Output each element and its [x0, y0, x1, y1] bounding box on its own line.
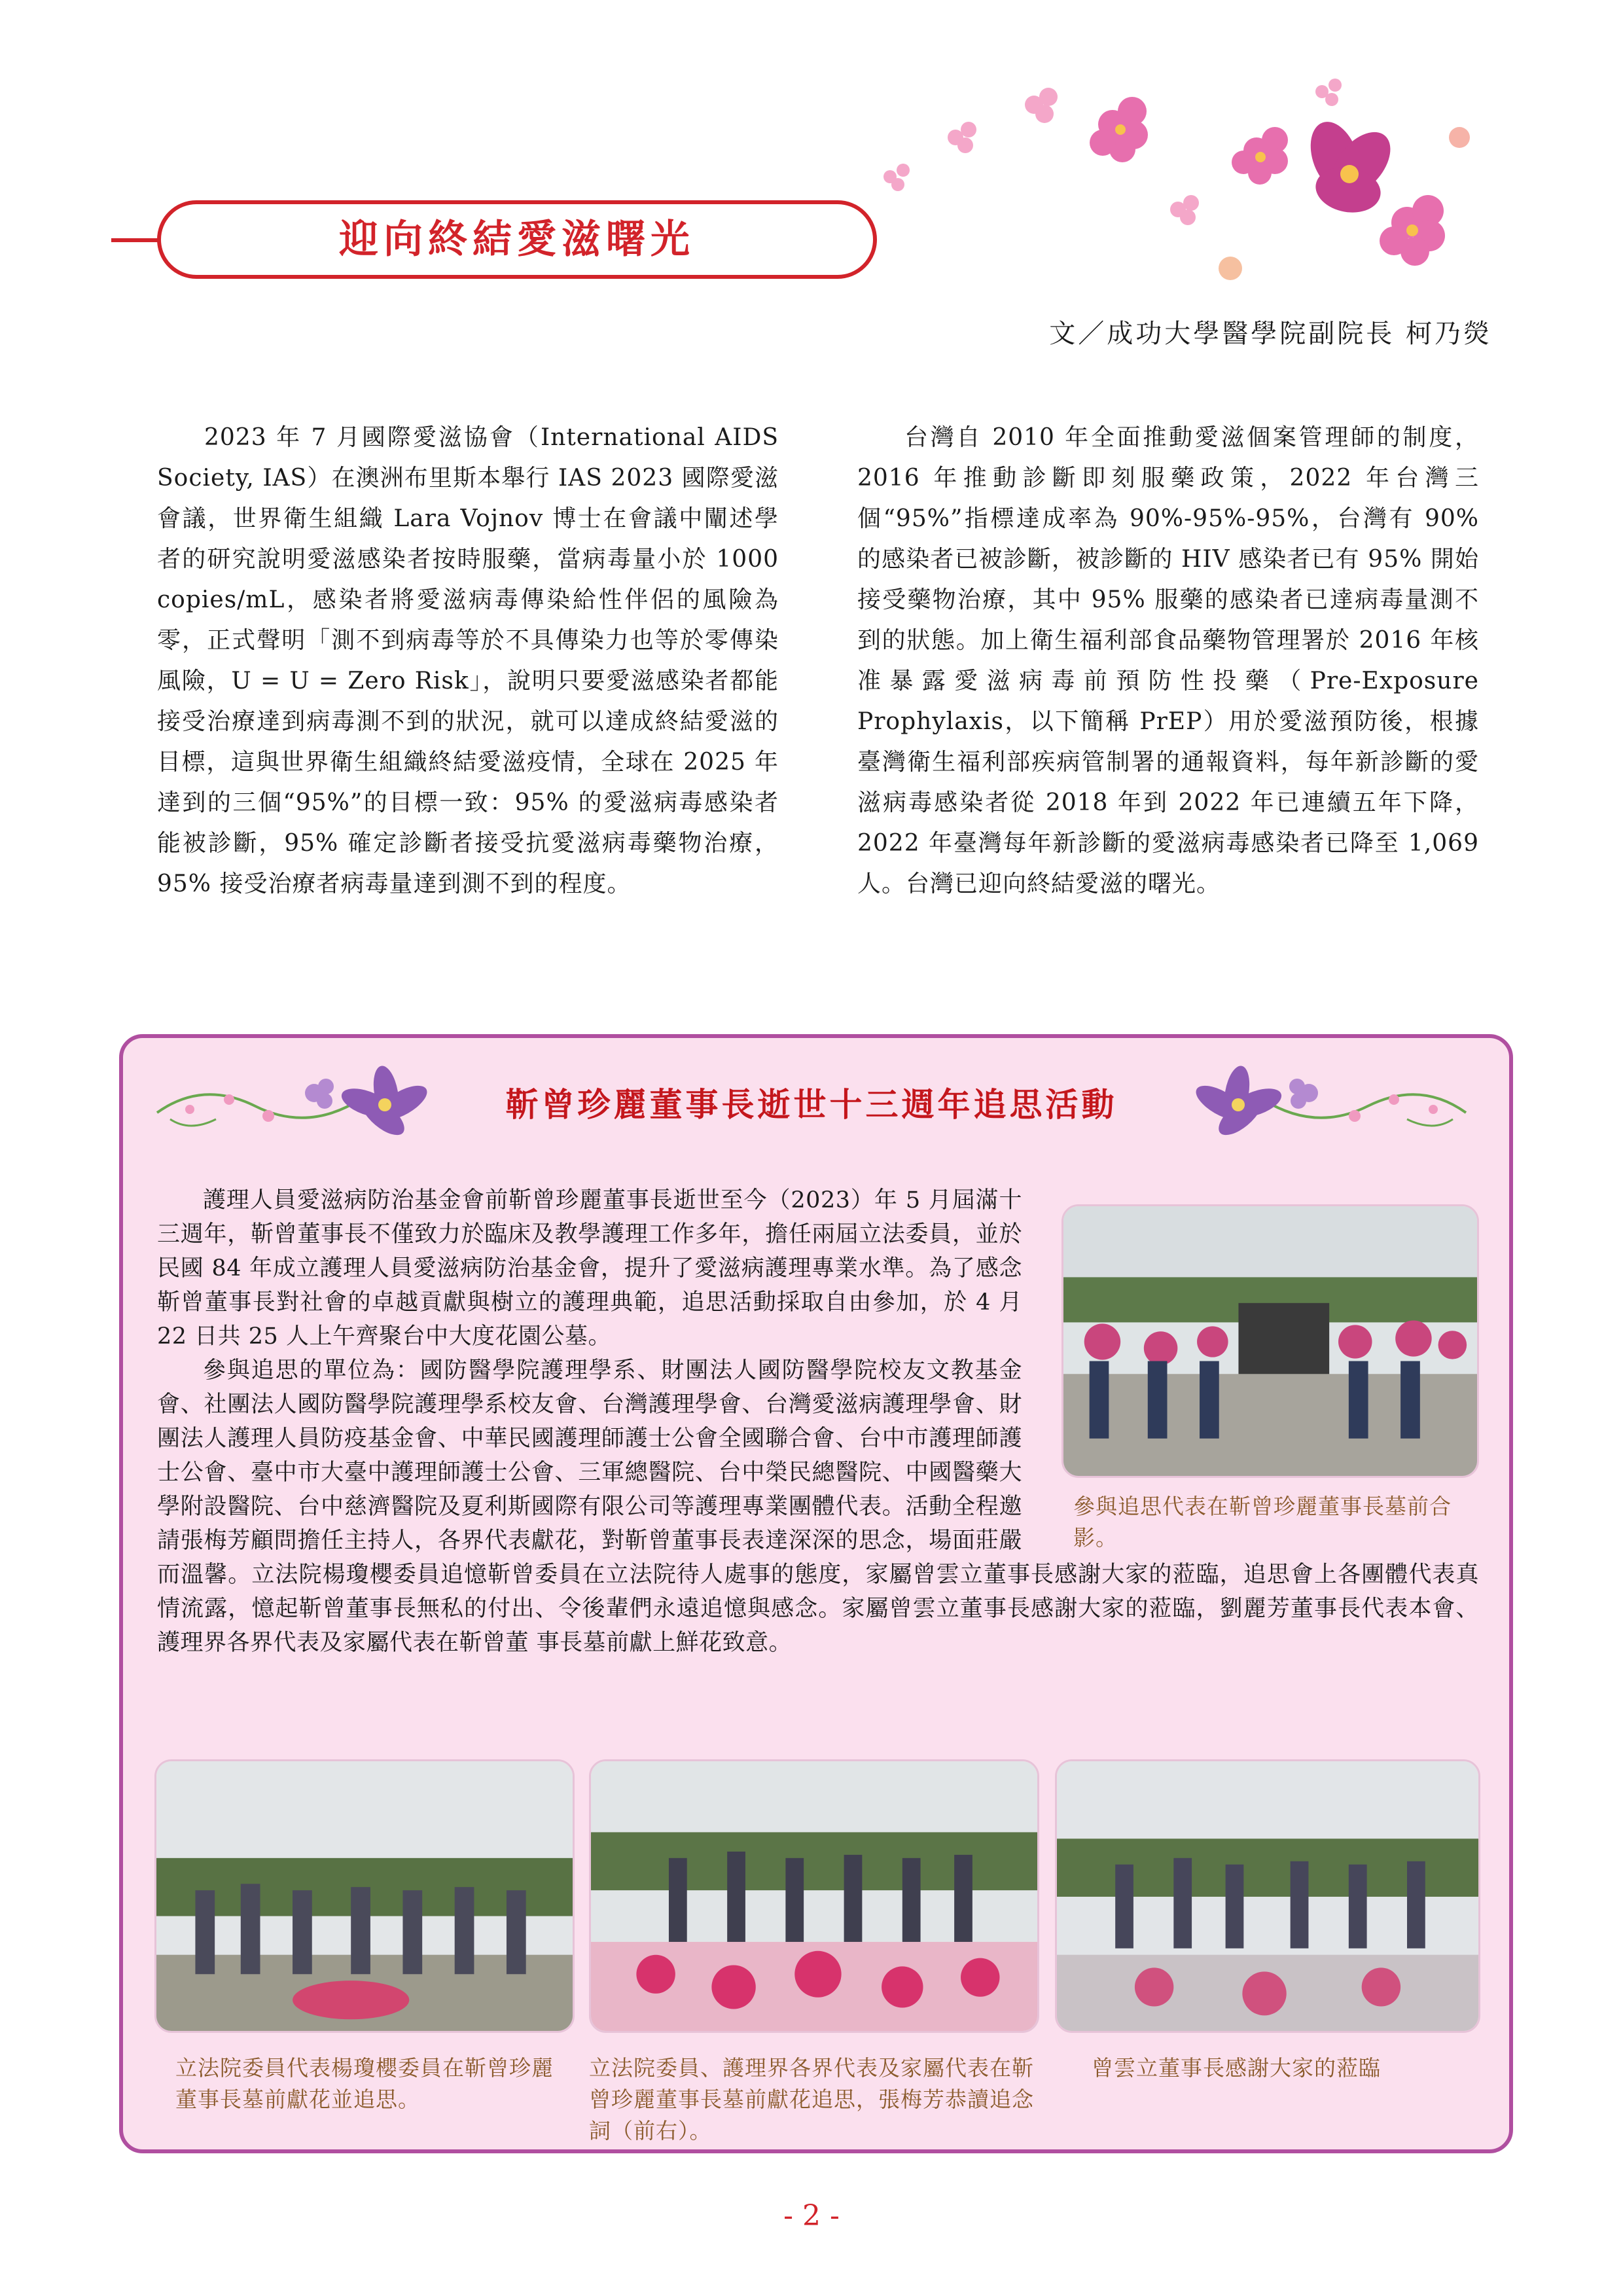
caption-group-photo: 參與追思代表在靳曾珍麗董事長墓前合影。	[1073, 1494, 1452, 1551]
photo-family-thanks	[1055, 1759, 1480, 2033]
caption-photo-1: 立法院委員代表楊瓊櫻委員在靳曾珍麗董事長墓前獻花並追思。	[175, 2055, 554, 2112]
article-byline: 文／成功大學醫學院副院長 柯乃熒	[1049, 319, 1492, 349]
column-right-text: 台灣自 2010 年全面推動愛滋個案管理師的制度，2016 年推動診斷即刻服藥政策，2022 年台灣三個“95%”指標達成率為 90%-95%-95%，台灣有 90% 的感染者已被診斷，被診斷的 HIV 感染者已有 95% 開始接受藥物治療，其中 95% 服藥的感染者已達病毒量測不到的狀態。加上衛生福利部食品藥物管理署於 2016 年核准暴露愛滋病毒前預防性投藥（Pre-Exposure Prophylaxis，以下簡稱 PrEP）用於愛滋預防後，根據臺灣衛生福利部疾病管制署的通報資料，每年新診斷的愛滋病毒感染者從 2018 年到 2022 年已連續五年下降，2022 年臺灣每年新診斷的愛滋病毒感染者已降至 1,069 人。台灣已迎向終結愛滋的曙光。	[857, 424, 1479, 897]
photo-legislator-tribute	[154, 1759, 575, 2033]
photo-3-image	[1057, 1761, 1478, 2031]
title-rule	[111, 238, 164, 242]
article-column-right	[857, 418, 1479, 905]
memorial-paragraph-2: 參與追思的單位為：國防醫學院護理學系、財團法人國防醫學院校友文教基金會、社團法人國防醫學院護理學系校友會、台灣護理學會、台灣愛滋病護理學會、財團法人護理人員防疫基金會、中華民國護理師護士公會全國聯合會、台中市護理師護士公會、臺中市大臺中護理師護士公會、三軍總醫院、台中榮民總醫院、中國醫藥大學附設醫院、台中慈濟醫院及夏利斯國際有限公司等護理專業團體代表。活動全程邀請張梅芳顧問擔任主持人，各界代表獻花，對靳曾董事長表達深深的思念，場面莊嚴而溫馨。立法院楊瓊櫻委員追憶靳曾委員在立法院待人處事的態度，家屬曾雲立董事長感謝大家的蒞臨，追思會上各團體代表真情流露，憶起靳曾董事長無私的付出、令後輩們永遠追憶與感念。家屬曾雲立董事長感謝大家的蒞臨，劉麗芳董事長代表本會、護理界各界代表及家屬代表在靳曾董 事長墓前獻上鮮花致意。	[157, 1357, 1479, 1656]
column-left-text: 2023 年 7 月國際愛滋協會（International AIDS Society, IAS）在澳洲布里斯本舉行 IAS 2023 國際愛滋會議，世界衛生組織 Lara Vojnov 博士在會議中闡述學者的研究說明愛滋感染者按時服藥，當病毒量小於 1000 copies/mL，感染者將愛滋病毒傳染給性伴侶的風險為零，正式聲明「測不到病毒等於不具傳染力也等於零傳染風險，U = U = Zero Risk」，說明只要愛滋感染者都能接受治療達到病毒測不到的狀況，就可以達成終結愛滋的目標，這與世界衛生組織終結愛滋疫情，全球在 2025 年達到的三個“95%”的目標一致：95% 的愛滋病毒感染者能被診斷，95% 確定診斷者接受抗愛滋病毒藥物治療，95% 接受治療者病毒量達到測不到的程度。	[157, 424, 779, 897]
photo-2-image	[591, 1761, 1037, 2031]
caption-photo-2: 立法院委員、護理界各界代表及家屬代表在靳曾珍麗董事長墓前獻花追思，張梅芳恭讀追念詞（前右）。	[589, 2055, 1034, 2144]
decorative-flowers	[864, 46, 1518, 295]
floral-ornament-right-icon	[1185, 1054, 1472, 1145]
group-photo	[1061, 1204, 1479, 1478]
caption-photo-3: 曾雲立董事長感謝大家的蒞臨	[1092, 2055, 1381, 2081]
article-column-left	[157, 418, 779, 905]
memorial-paragraph-1: 護理人員愛滋病防治基金會前靳曾珍麗董事長逝世至今（2023）年 5 月屆滿十三週年，靳曾董事長不僅致力於臨床及教學護理工作多年，擔任兩屆立法委員，並於民國 84 年成立護理人員愛滋病防治基金會，提升了愛滋病護理專業水準。為了感念靳曾董事長對社會的卓越貢獻與樹立的護理典範，追思活動採取自由參加，於 4 月 22 日共 25 人上午齊聚台中大度花園公墓。	[157, 1187, 1022, 1350]
photo-1-image	[156, 1761, 573, 2031]
floral-ornament-left-icon	[151, 1054, 438, 1145]
photo-flower-offering	[589, 1759, 1039, 2033]
article-title: 迎向終結愛滋曙光	[339, 217, 695, 262]
group-photo-image	[1063, 1206, 1477, 1476]
memorial-title: 靳曾珍麗董事長逝世十三週年追思活動	[505, 1086, 1118, 1124]
page-number: - 2 -	[783, 2199, 840, 2233]
